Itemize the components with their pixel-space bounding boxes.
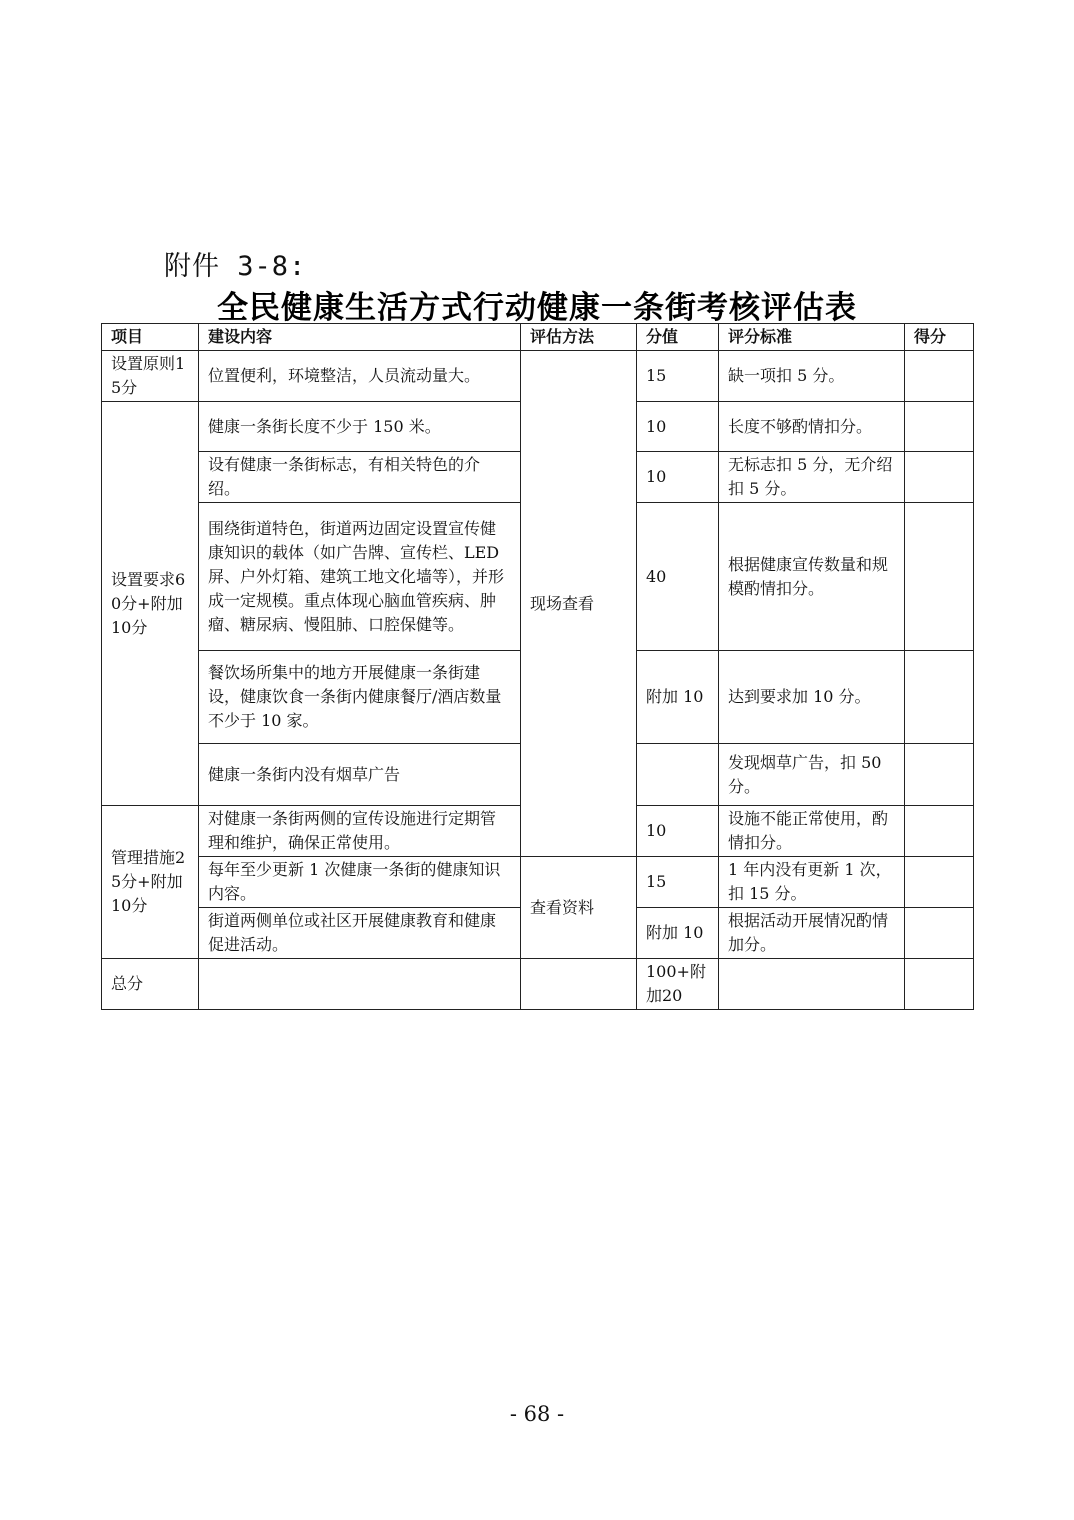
criteria-cell: 根据活动开展情况酌情加分。 <box>719 908 905 959</box>
score-cell: 10 <box>637 806 719 857</box>
criteria-cell: 无标志扣 5 分，无介绍扣 5 分。 <box>719 452 905 503</box>
total-row <box>102 959 974 1010</box>
criteria-cell: 达到要求加 10 分。 <box>719 651 905 744</box>
points-cell <box>905 402 974 452</box>
score-cell: 附加 10 <box>637 651 719 744</box>
table-row <box>102 857 974 908</box>
section-cell: 设置要求60分+附加10分 <box>102 402 199 806</box>
criteria-cell: 长度不够酌情扣分。 <box>719 402 905 452</box>
criteria-cell: 发现烟草广告，扣 50 分。 <box>719 744 905 806</box>
content-cell: 围绕街道特色，街道两边固定设置宣传健康知识的载体（如广告牌、宣传栏、LED 屏、户外灯箱、建筑工地文化墙等），并形成一定规模。重点体现心脑血管疾病、肿瘤、糖尿病、慢阻肺、口腔保健等。 <box>199 503 521 651</box>
method-cell: 现场查看 <box>521 351 637 857</box>
section-cell: 管理措施25分+附加10分 <box>102 806 199 959</box>
criteria-cell <box>719 959 905 1010</box>
content-cell: 每年至少更新 1 次健康一条街的健康知识内容。 <box>199 857 521 908</box>
content-cell: 健康一条街内没有烟草广告 <box>199 744 521 806</box>
content-cell: 设有健康一条街标志，有相关特色的介绍。 <box>199 452 521 503</box>
score-cell <box>637 744 719 806</box>
content-cell <box>199 959 521 1010</box>
header-score: 分值 <box>637 324 719 351</box>
score-cell: 附加 10 <box>637 908 719 959</box>
header-criteria: 评分标准 <box>719 324 905 351</box>
points-cell <box>905 651 974 744</box>
method-cell: 查看资料 <box>521 857 637 959</box>
score-cell: 10 <box>637 452 719 503</box>
points-cell <box>905 959 974 1010</box>
content-cell: 餐饮场所集中的地方开展健康一条街建设，健康饮食一条街内健康餐厅/酒店数量不少于 10 家。 <box>199 651 521 744</box>
points-cell <box>905 503 974 651</box>
method-cell <box>521 959 637 1010</box>
document-title: 全民健康生活方式行动健康一条街考核评估表 <box>217 290 857 326</box>
header-item: 项目 <box>102 324 199 351</box>
content-cell: 位置便利，环境整洁，人员流动量大。 <box>199 351 521 402</box>
total-score: 100+附加20 <box>637 959 719 1010</box>
points-cell <box>905 452 974 503</box>
criteria-cell: 1 年内没有更新 1 次，扣 15 分。 <box>719 857 905 908</box>
header-method: 评估方法 <box>521 324 637 351</box>
header-content: 建设内容 <box>199 324 521 351</box>
points-cell <box>905 908 974 959</box>
attachment-label: 附件 3-8: <box>164 251 307 282</box>
criteria-cell: 缺一项扣 5 分。 <box>719 351 905 402</box>
score-cell: 15 <box>637 857 719 908</box>
content-cell: 街道两侧单位或社区开展健康教育和健康促进活动。 <box>199 908 521 959</box>
header-row <box>102 324 974 351</box>
page-number: - 68 - <box>509 1402 565 1426</box>
content-cell: 健康一条街长度不少于 150 米。 <box>199 402 521 452</box>
content-cell: 对健康一条街两侧的宣传设施进行定期管理和维护，确保正常使用。 <box>199 806 521 857</box>
section-cell: 设置原则15分 <box>102 351 199 402</box>
score-cell: 15 <box>637 351 719 402</box>
criteria-cell: 根据健康宣传数量和规模酌情扣分。 <box>719 503 905 651</box>
header-points: 得分 <box>905 324 974 351</box>
criteria-cell: 设施不能正常使用，酌情扣分。 <box>719 806 905 857</box>
score-cell: 10 <box>637 402 719 452</box>
points-cell <box>905 806 974 857</box>
total-label: 总分 <box>102 959 199 1010</box>
points-cell <box>905 857 974 908</box>
score-cell: 40 <box>637 503 719 651</box>
evaluation-table <box>101 323 974 1010</box>
points-cell <box>905 351 974 402</box>
points-cell <box>905 744 974 806</box>
table-row <box>102 351 974 402</box>
